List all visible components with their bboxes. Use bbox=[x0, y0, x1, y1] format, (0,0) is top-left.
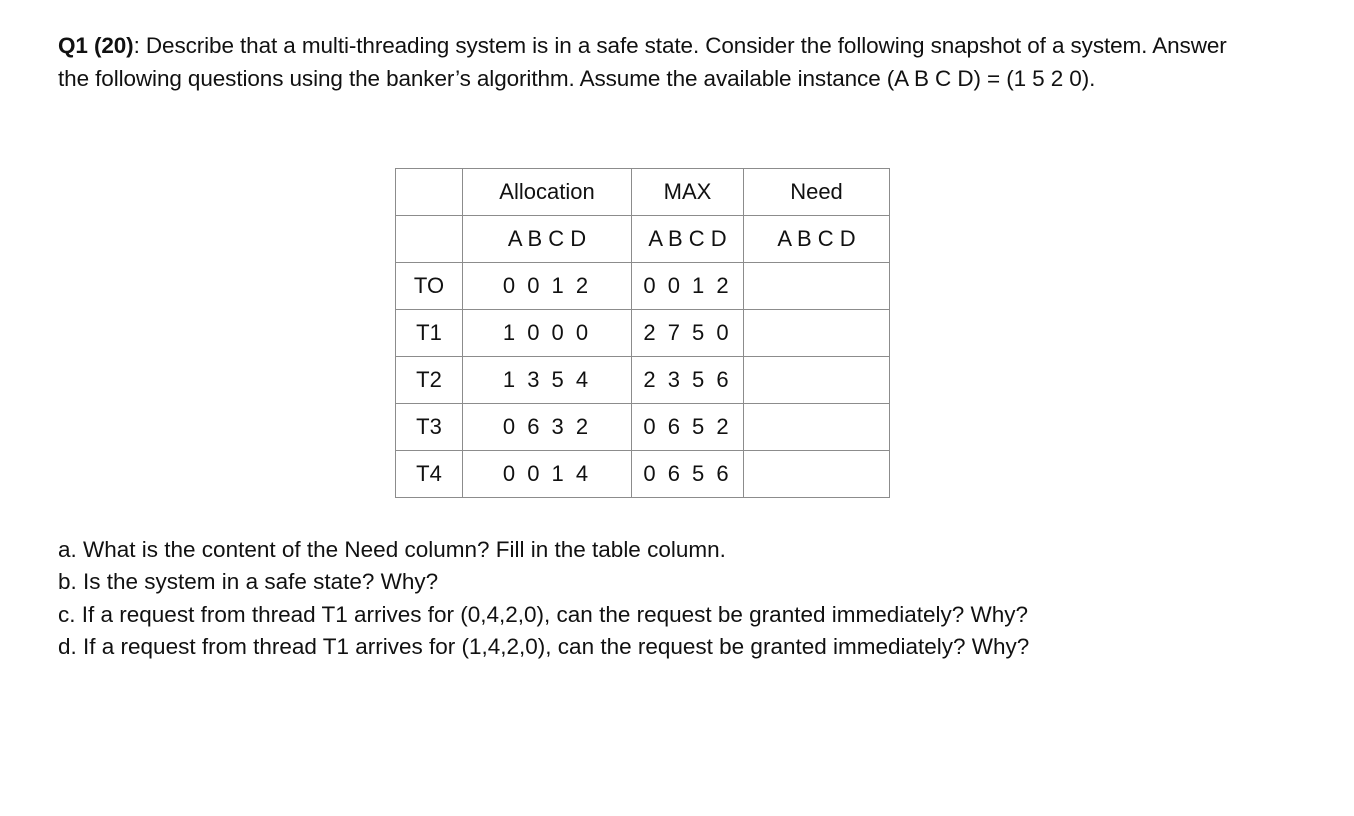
table-header-row bbox=[396, 169, 890, 216]
allocation-cell: 0 0 1 4 bbox=[463, 451, 632, 498]
question-heading: Q1 (20) bbox=[58, 33, 134, 58]
thread-cell: TO bbox=[396, 263, 463, 310]
table-row bbox=[396, 263, 890, 310]
max-cell: 2 3 5 6 bbox=[632, 357, 744, 404]
subheader-max: A B C D bbox=[632, 216, 744, 263]
subheader-cell-empty bbox=[396, 216, 463, 263]
subquestion-a: a. What is the content of the Need column? Fill in the table column. bbox=[58, 537, 726, 562]
subquestion-b: b. Is the system in a safe state? Why? bbox=[58, 569, 439, 595]
subquestion-c: c. If a request from thread T1 arrives for (0,4,2,0), can the request be granted immediately? Why? bbox=[58, 601, 1029, 627]
table-row bbox=[396, 404, 890, 451]
allocation-cell: 0 0 1 2 bbox=[463, 263, 632, 310]
table-row bbox=[396, 451, 890, 498]
header-cell-empty bbox=[396, 169, 463, 216]
need-cell[interactable] bbox=[744, 404, 890, 451]
question-text bbox=[58, 30, 1248, 95]
subquestion-d: d. If a request from thread T1 arrives for (1,4,2,0), can the request be granted immediately? Why? bbox=[58, 633, 1030, 659]
thread-cell: T3 bbox=[396, 404, 463, 451]
subheader-need: A B C D bbox=[744, 216, 890, 263]
need-cell[interactable] bbox=[744, 263, 890, 310]
allocation-cell: 1 0 0 0 bbox=[463, 310, 632, 357]
max-cell: 0 0 1 2 bbox=[632, 263, 744, 310]
table-subheader-row bbox=[396, 216, 890, 263]
subheader-allocation: A B C D bbox=[463, 216, 632, 263]
max-cell: 0 6 5 6 bbox=[632, 451, 744, 498]
max-cell: 2 7 5 0 bbox=[632, 310, 744, 357]
snapshot-table bbox=[395, 168, 890, 498]
need-cell[interactable] bbox=[744, 310, 890, 357]
question-body: : Describe that a multi-threading system is in a safe state. Consider the following snapshot of a system. Answer the following questions using the banker’s algorithm. Assume the available instance (A B C D) = (1 5 2 0). bbox=[58, 33, 1227, 91]
allocation-cell: 0 6 3 2 bbox=[463, 404, 632, 451]
need-cell[interactable] bbox=[744, 357, 890, 404]
table-row bbox=[396, 357, 890, 404]
thread-cell: T4 bbox=[396, 451, 463, 498]
allocation-cell: 1 3 5 4 bbox=[463, 357, 632, 404]
table-row bbox=[396, 310, 890, 357]
thread-cell: T2 bbox=[396, 357, 463, 404]
header-max: MAX bbox=[632, 169, 744, 216]
header-need: Need bbox=[744, 169, 890, 216]
max-cell: 0 6 5 2 bbox=[632, 404, 744, 451]
thread-cell: T1 bbox=[396, 310, 463, 357]
subquestion-list bbox=[58, 534, 1258, 663]
header-allocation: Allocation bbox=[463, 169, 632, 216]
need-cell[interactable] bbox=[744, 451, 890, 498]
